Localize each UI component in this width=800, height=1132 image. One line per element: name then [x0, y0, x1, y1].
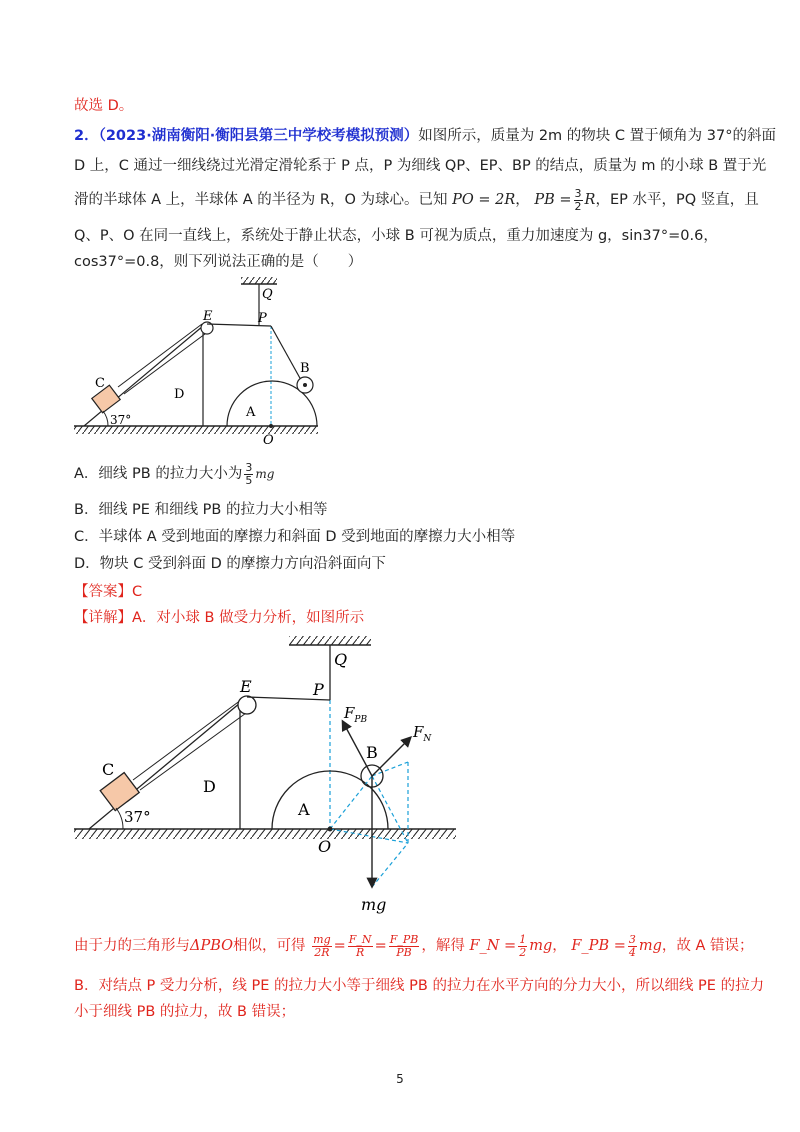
question-source: （2023·湖南衡阳·衡阳县第三中学校考模拟预测）: [98, 128, 419, 144]
fig2-label-o: O: [318, 837, 332, 856]
question-number: 2．: [74, 128, 99, 144]
eq-frac-2: $\frac{F\_N}{R}$: [348, 932, 372, 959]
fig1-label-d: D: [174, 387, 185, 402]
figure-1-diagram: [60, 272, 330, 452]
question-line-3: 滑的半球体 A 上，半球体 A 的半径为 R，O 为球心。已知 PO = 2R， PB = $\frac{3}{2}$ R，EP 水平，PQ 竖直，且: [74, 186, 759, 213]
figure-2-diagram: [60, 630, 480, 920]
question-line-5: cos37°=0.8，则下列说法正确的是（ ）: [74, 254, 363, 270]
detail-text: A．对小球 B 做受力分析，如图所示: [132, 610, 365, 626]
answer-line: 【答案】C: [74, 584, 143, 600]
question-text-1: 如图所示，质量为 2m 的物块 C 置于倾角为 37°的斜面: [418, 128, 776, 144]
fig2-label-mg: mg: [361, 895, 387, 914]
equation-line: 由于力的三角形与ΔPBO相似，可得 $\frac{mg}{2R}$ = $\frac{F\_N}{R}$ = $\frac{F\_PB}{PB}$ ，解得 F_N = $\frac{1}{2}$ mg， F_PB = $\frac{3}{4}$ mg，故 A 错误；: [74, 932, 754, 959]
fig2-label-fpb: $F_{PB}$: [344, 704, 368, 725]
fig1-label-c: C: [95, 376, 105, 391]
question-line-1: [74, 126, 776, 146]
fig1-label-p: P: [258, 311, 267, 326]
question-text-3b: ，EP 水平，PQ 竖直，且: [595, 192, 759, 208]
triangle-pbo: ΔPBO: [190, 938, 234, 954]
explanation-b-line-1: B．对结点 P 受力分析，线 PE 的拉力大小等于细线 PB 的拉力在水平方向的分力大小，所以细线 PE 的拉力: [74, 978, 765, 994]
option-d: D．物块 C 受到斜面 D 的摩擦力方向沿斜面向下: [74, 556, 386, 572]
eq-fn-frac: $\frac{1}{2}$: [519, 932, 527, 959]
given-pb-label: PB =: [534, 192, 572, 208]
fig1-label-a: A: [246, 405, 256, 420]
option-a-fraction: $\frac{3}{5}$: [245, 460, 253, 487]
fig2-label-b: B: [366, 743, 378, 762]
option-b: B．细线 PE 和细线 PB 的拉力大小相等: [74, 502, 328, 518]
given-pb-fraction: $\frac{3}{2}$: [574, 186, 582, 213]
prev-answer-line: 故选 D。: [74, 98, 134, 114]
detail-line: [74, 608, 364, 628]
option-c: C．半球体 A 受到地面的摩擦力和斜面 D 受到地面的摩擦力大小相等: [74, 529, 516, 545]
page-number: 5: [396, 1072, 404, 1086]
fig2-angle: 37°: [124, 808, 151, 826]
fig2-label-p: P: [313, 680, 324, 699]
explanation-b-line-2: 小于细线 PB 的拉力，故 B 错误；: [74, 1004, 296, 1020]
fig2-label-fn: $F_N$: [413, 723, 432, 744]
fig2-label-q: Q: [334, 650, 348, 669]
question-line-2: D 上，C 通过一细线绕过光滑定滑轮系于 P 点，P 为细线 QP、EP、BP 的结点，质量为 m 的小球 B 置于光: [74, 158, 767, 174]
fig1-label-e: E: [203, 309, 213, 324]
option-a: A．细线 PB 的拉力大小为 $\frac{3}{5}$ mg: [74, 460, 275, 487]
fig2-label-a: A: [298, 800, 310, 819]
fig1-label-q: Q: [262, 287, 273, 302]
fig2-label-e: E: [240, 677, 252, 696]
eq-frac-1: $\frac{mg}{2R}$: [313, 932, 331, 959]
fig1-angle: 37°: [110, 413, 132, 427]
given-po: PO = 2R: [452, 192, 516, 208]
eq-frac-3: $\frac{F\_PB}{PB}$: [389, 932, 419, 959]
question-line-4: Q、P、O 在同一直线上，系统处于静止状态，小球 B 可视为质点，重力加速度为 g，sin37°=0.6，: [74, 228, 718, 244]
fig2-label-c: C: [102, 760, 115, 779]
given-pb-r: R: [584, 192, 596, 208]
question-text-3a: 滑的半球体 A 上，半球体 A 的半径为 R，O 为球心。已知: [74, 192, 448, 208]
fig1-label-o: O: [263, 433, 274, 448]
fig1-label-b: B: [300, 361, 310, 376]
fig2-label-d: D: [203, 777, 216, 796]
detail-tag: 【详解】: [74, 610, 132, 626]
eq-fpb-frac: $\frac{3}{4}$: [628, 932, 636, 959]
